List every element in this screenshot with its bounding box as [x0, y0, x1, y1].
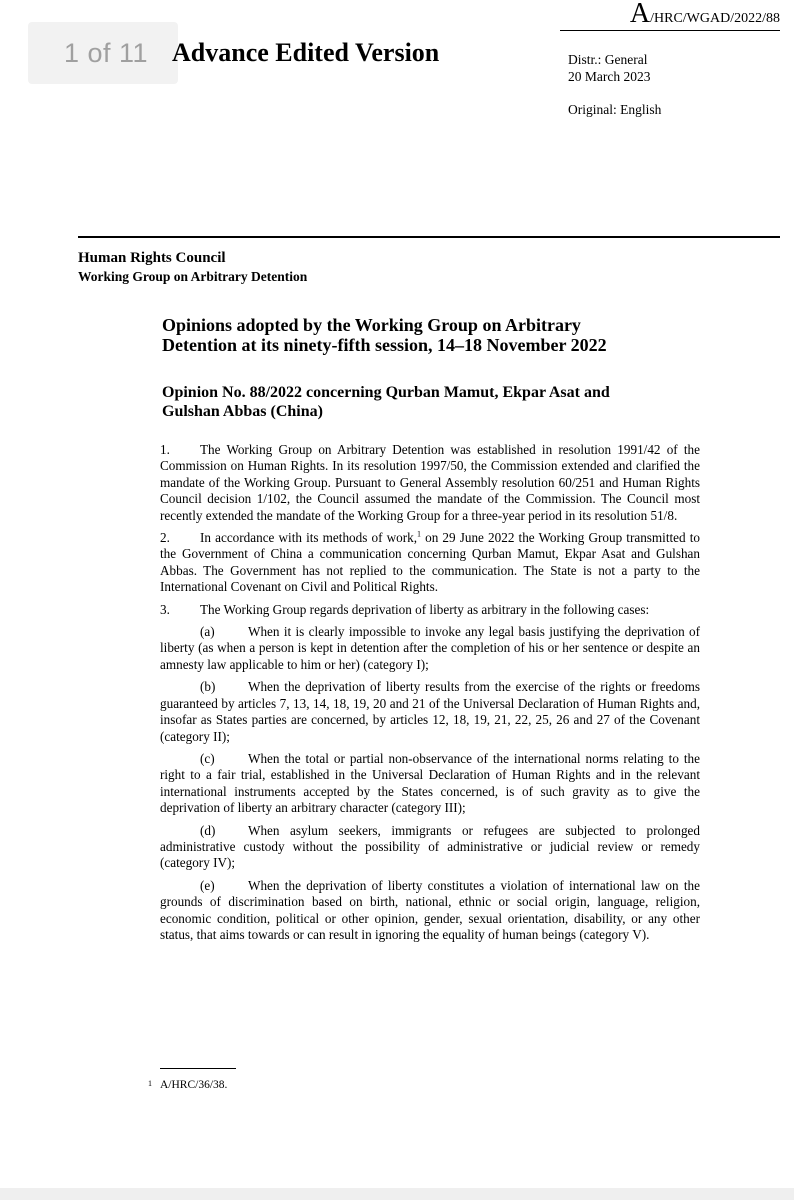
- original-language: Original: English: [568, 102, 662, 117]
- footnote-number: 1: [148, 1079, 152, 1088]
- header-bottom-rule: [78, 236, 780, 238]
- category-text: When the deprivation of liberty constitutes a violation of international law on the grounds of discrimination based on birth, national, ethnic or social origin, language, religion, economic condition, political or other opinion, gender, sexual orientation, disability, or any other status, that aims towards or can result in ignoring the equality of human beings (category V).: [160, 877, 700, 942]
- advance-edited-version-title: Advance Edited Version: [172, 38, 440, 67]
- page-counter: [28, 22, 178, 84]
- category-letter: (d): [200, 822, 216, 838]
- paragraph-number: 3.: [160, 601, 170, 617]
- category-text: When the total or partial non-observance of the international norms relating to the right to a fair trial, established in the Universal Declaration of Human Rights and in the relevant international instruments accepted by the States concerned, is of such gravity as to give the deprivation of liberty an arbitrary character (category III);: [160, 750, 700, 816]
- category-text: When the deprivation of liberty results from the exercise of the rights or freedoms guaranteed by articles 7, 13, 14, 18, 19, 20 and 21 of the Universal Declaration of Human Rights and, insofar as States parties are concerned, by articles 12, 18, 19, 21, 22, 25, 26 and 27 of the Covenant (category II);: [160, 679, 700, 744]
- paragraph-number: 1.: [160, 442, 170, 457]
- distribution-label: Distr.: General: [568, 52, 648, 67]
- header-top-rule: [560, 30, 780, 31]
- paragraph-text-continued: on 29 June 2022 the Working Group transmitted to the Government of China a communication concerning Qurban Mamut, Ekpar Asat and Gulshan Abbas. The Government has not replied to the communication. The State is not a party to the International Covenant on Civil and Political Rights.: [160, 530, 700, 595]
- page-bottom-edge: [0, 1188, 794, 1200]
- paragraph-text: In accordance with its methods of work,: [200, 530, 417, 546]
- footnote-separator: [160, 1068, 236, 1069]
- working-group-name: Working Group on Arbitrary Detention: [78, 269, 308, 284]
- document-symbol-letter: A: [629, 0, 651, 29]
- opinions-heading-line-2: Detention at its ninety-fifth session, 14–18 November 2022: [162, 335, 607, 355]
- opinion-heading-line-2: Gulshan Abbas (China): [162, 403, 323, 420]
- category-d: [160, 823, 700, 872]
- paragraph-number: 2.: [160, 530, 170, 546]
- category-b: [160, 679, 700, 745]
- page-counter-label: 1 of 11: [64, 37, 149, 68]
- paragraph-text: The Working Group regards deprivation of liberty as arbitrary in the following cases:: [200, 601, 650, 617]
- paragraph-text: The Working Group on Arbitrary Detention was established in resolution 1991/42 of the Commission on Human Rights. In its resolution 1997/50, the Commission extended and clarified the mandate of the Working Group. Pursuant to General Assembly resolution 60/251 and Human Rights Council decision 1/102, the Council assumed the mandate of the Commission. The Council most recently extended the mandate of the Working Group for a three-year period in its resolution 51/8.: [160, 442, 700, 523]
- opinions-heading-line-1: Opinions adopted by the Working Group on Arbitrary: [162, 315, 581, 335]
- opinion-heading-line-1: Opinion No. 88/2022 concerning Qurban Mamut, Ekpar Asat and: [162, 384, 610, 401]
- document-symbol: [630, 0, 780, 28]
- document-date: 20 March 2023: [568, 69, 651, 84]
- council-title: Human Rights Council: [78, 250, 226, 266]
- document-symbol-code: /HRC/WGAD/2022/88: [650, 11, 780, 26]
- footnote-text: A/HRC/36/38.: [160, 1079, 228, 1091]
- footnote-reference[interactable]: 1: [417, 529, 421, 539]
- document-body: [160, 442, 700, 949]
- category-c: [160, 751, 700, 817]
- category-a: [160, 624, 700, 673]
- category-letter: (c): [200, 750, 215, 766]
- opinion-heading: [162, 383, 702, 421]
- category-e: [160, 878, 700, 944]
- footnote: [148, 1079, 227, 1091]
- distribution-block: [568, 51, 650, 85]
- opinions-heading: [162, 315, 702, 355]
- category-letter: (a): [200, 624, 215, 640]
- paragraph-2: [160, 530, 700, 596]
- paragraph-1: [160, 442, 700, 524]
- paragraph-3: [160, 602, 700, 618]
- category-text: When asylum seekers, immigrants or refugees are subjected to prolonged administrative custody without the possibility of administrative or judicial review or remedy (category IV);: [160, 822, 700, 871]
- category-text: When it is clearly impossible to invoke any legal basis justifying the deprivation of liberty (as when a person is kept in detention after the completion of his or her sentence or despite an amnesty law applicable to him or her) (category I);: [160, 624, 700, 672]
- category-letter: (b): [200, 679, 216, 695]
- category-letter: (e): [200, 877, 215, 893]
- council-block: [78, 250, 307, 285]
